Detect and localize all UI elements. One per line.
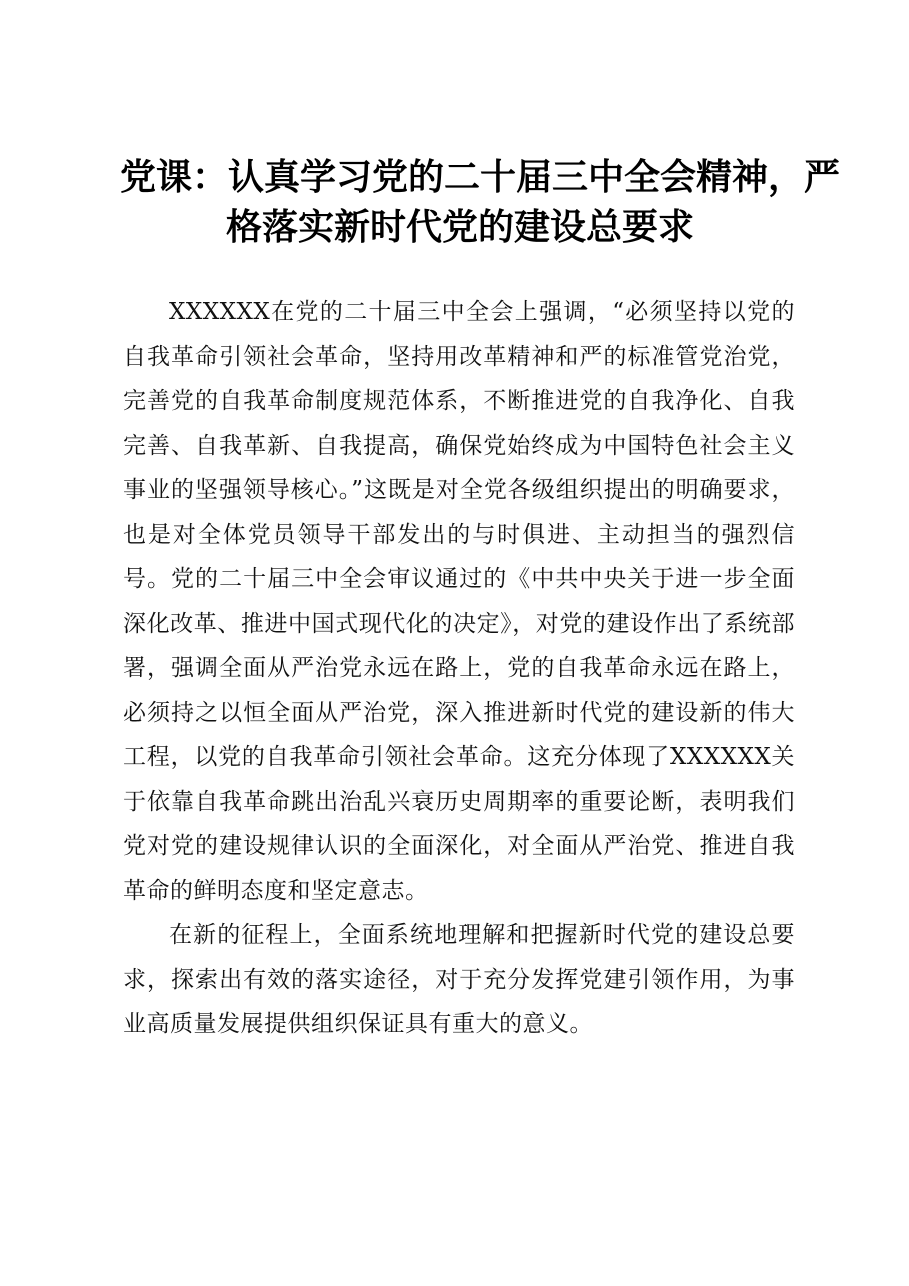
document-title — [120, 152, 841, 252]
paragraph-2: 在新的征程上，全面系统地理解和把握新时代党的建设总要求，探索出有效的落实途径，对于充分发挥党建引领作用，为事业高质量发展提供组织保证具有重大的意义。 — [123, 922, 795, 1037]
document-body — [123, 290, 795, 1047]
title-line-1: 党课：认真学习党的二十届三中全会精神，严 — [120, 156, 841, 198]
title-line-2: 格落实新时代党的建设总要求 — [225, 206, 694, 248]
paragraph-1: XXXXXX在党的二十届三中全会上强调，“必须坚持以党的自我革命引领社会革命，坚持用改革精神和严的标准管党治党，完善党的自我革命制度规范体系，不断推进党的自我净化、自我完善、自我革新、自我提高，确保党始终成为中国特色社会主义事业的坚强领导核心。”这既是对全党各级组织提出的明确要求，也是对全体党员领导干部发出的与时俱进、主动担当的强烈信号。党的二十届三中全会审议通过的《中共中央关于进一步全面深化改革、推进中国式现代化的决定》，对党的建设作出了系统部署，强调全面从严治党永远在路上，党的自我革命永远在路上，必须持之以恒全面从严治党，深入推进新时代党的建设新的伟大工程，以党的自我革命引领社会革命。这充分体现了XXXXXX关于依靠自我革命跳出治乱兴衰历史周期率的重要论断，表明我们党对党的建设规律认识的全面深化，对全面从严治党、推进自我革命的鲜明态度和坚定意志。 — [123, 299, 795, 904]
